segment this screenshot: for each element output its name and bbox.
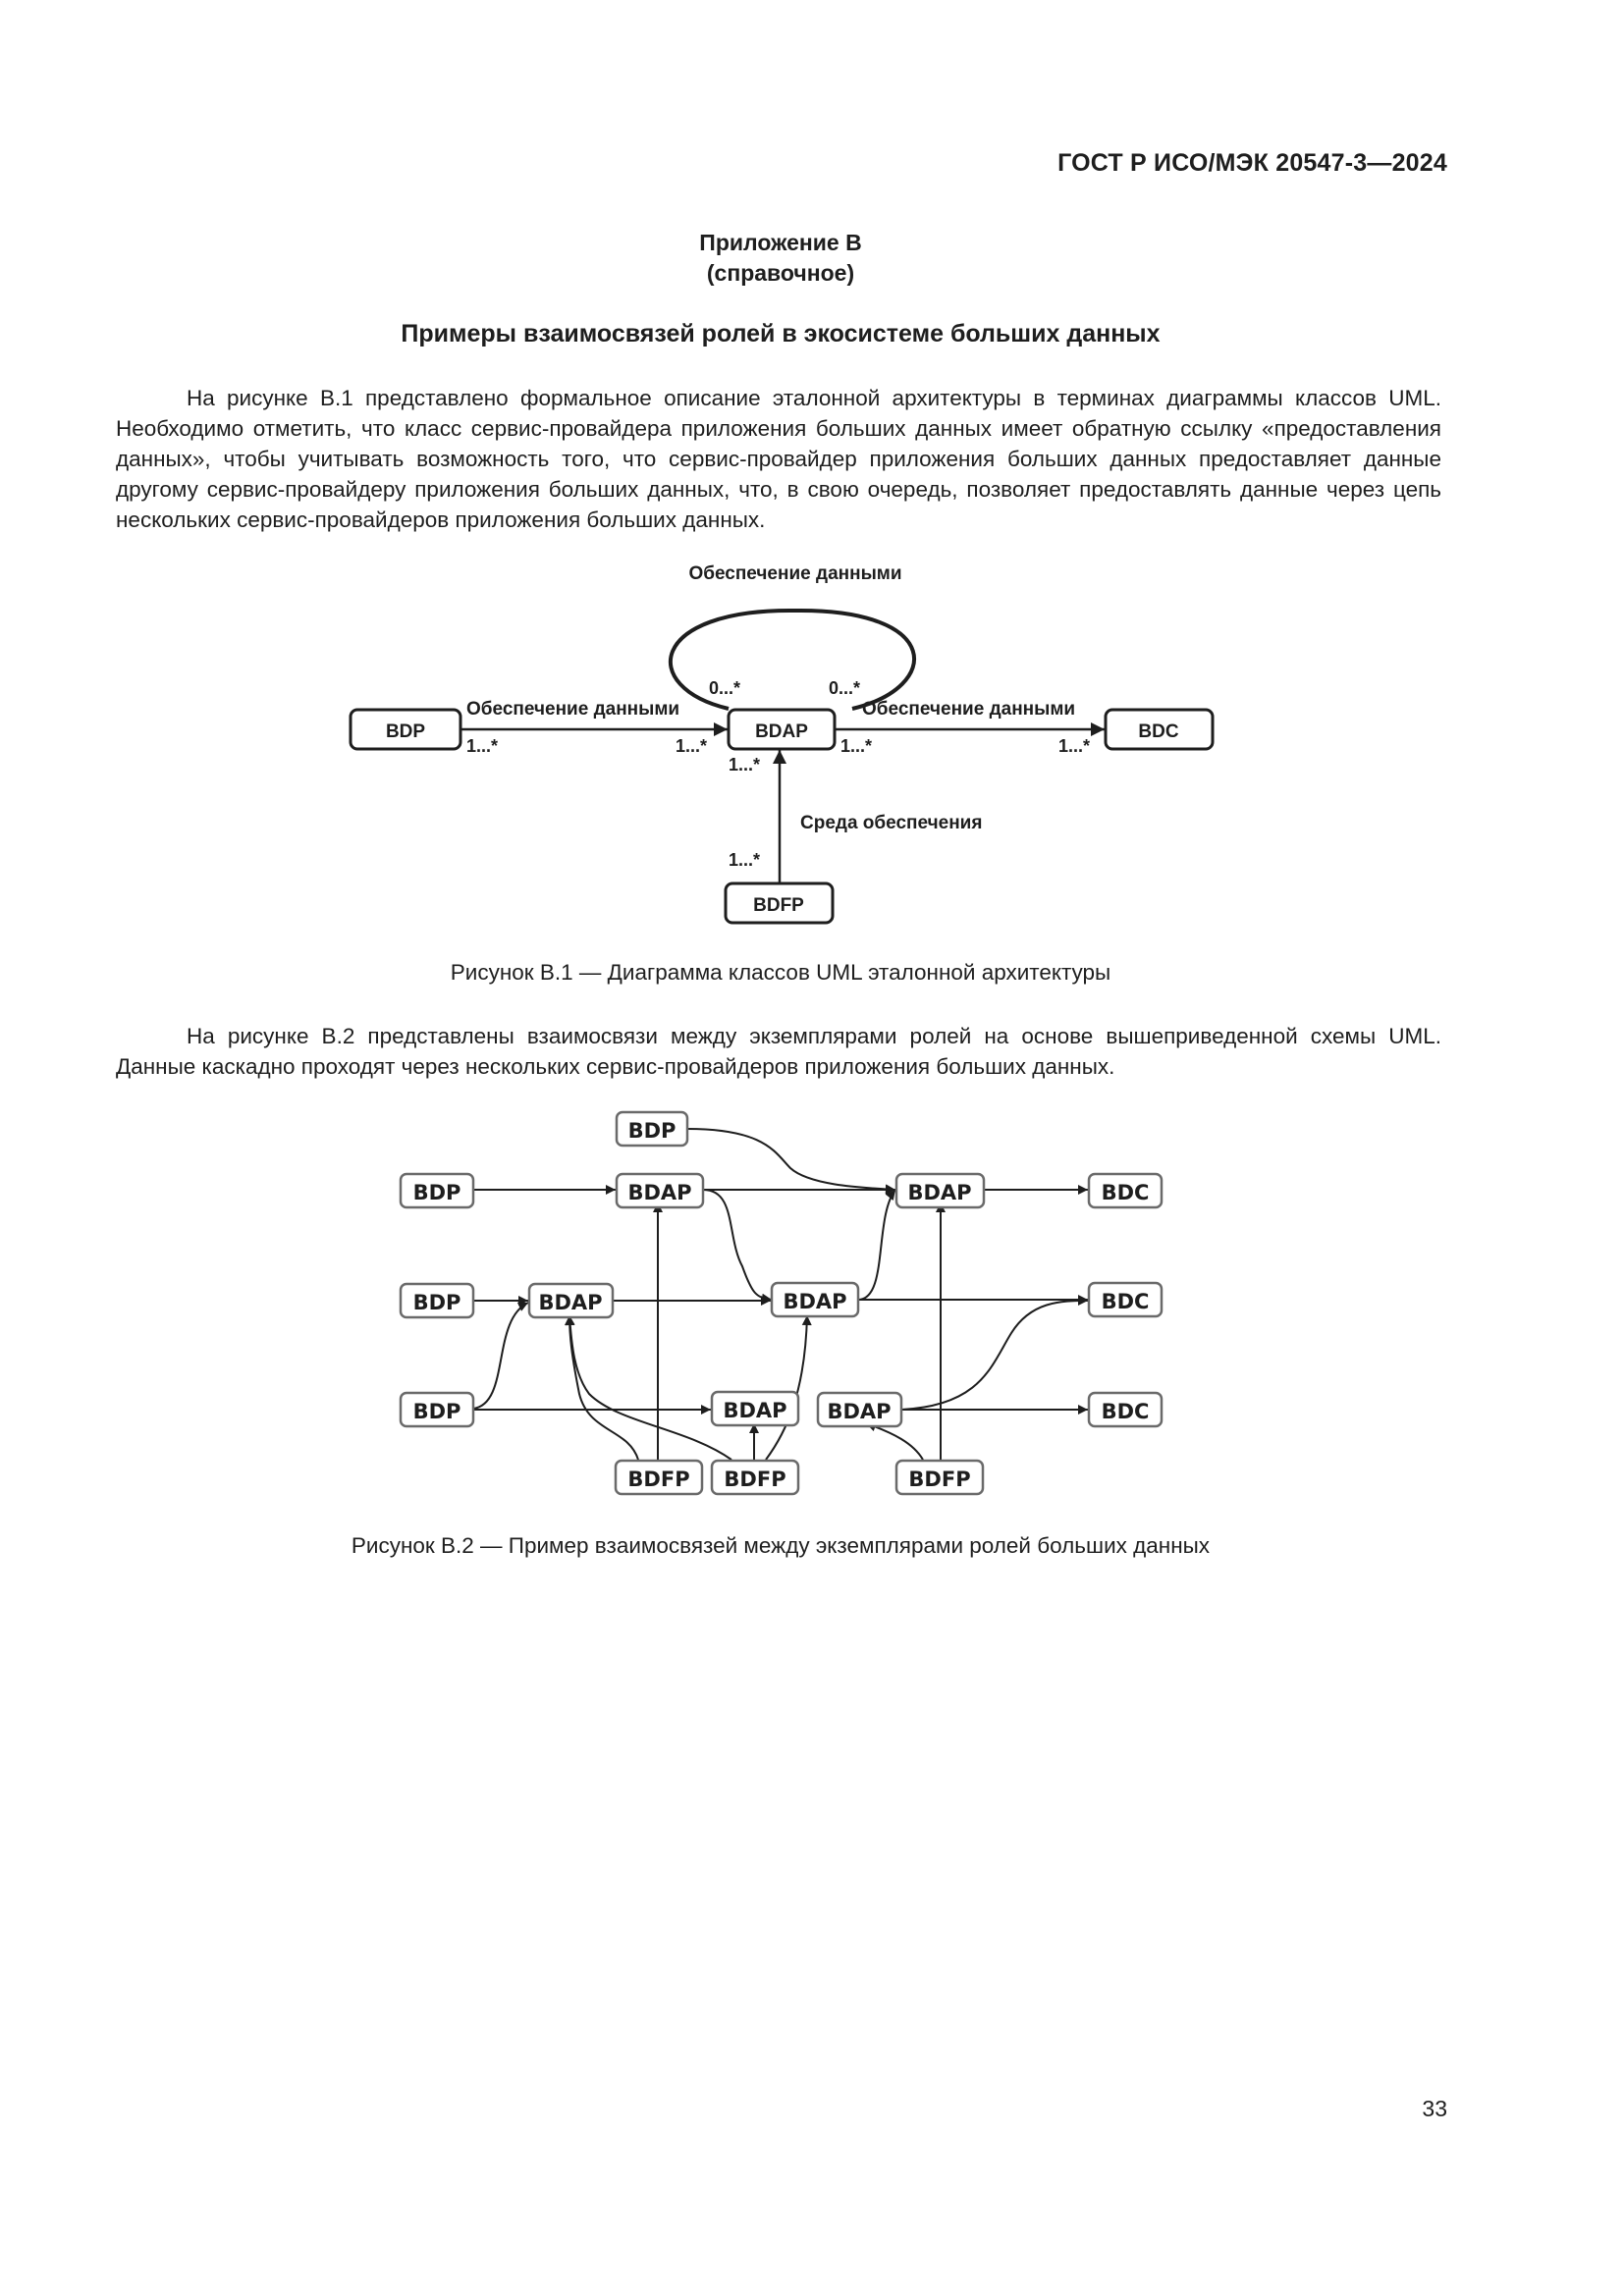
fig2-label-bdc-r2: BDC [1101,1290,1150,1313]
fig2-node-bdfp-2 [712,1461,798,1494]
fig1-left-edge-label: Обеспечение данными [466,699,680,720]
fig1-node-bdc-label: BDC [1138,721,1179,742]
fig2-label-bdp-row1: BDP [412,1181,461,1204]
fig1-mult-bdap-in-left: 1...* [675,736,707,756]
fig1-node-bdap-label: BDAP [755,721,808,742]
fig2-node-bdap-r1b [896,1174,984,1207]
standard-code: ГОСТ Р ИСО/МЭК 20547-3—2024 [1057,149,1447,177]
fig2-node-bdc-r3 [1089,1393,1162,1426]
fig1-node-bdfp-label: BDFP [753,895,804,916]
fig2-label-bdp-top: BDP [627,1119,677,1143]
fig2-node-bdc-r1 [1089,1174,1162,1207]
fig2-node-bdc-r2 [1089,1283,1162,1316]
fig2-label-bdfp-3: BDFP [908,1468,971,1491]
fig1-mult-loop-right: 0...* [828,678,861,698]
fig1-vertical-edge-label: Среда обеспечения [800,813,983,833]
fig2-label-bdp-row2: BDP [412,1291,461,1314]
fig1-mult-bdap-out-right: 1...* [840,736,873,756]
fig2-node-bdap-r3b [818,1393,901,1426]
paragraph-1: На рисунке В.1 представлено формальное описание эталонной архитектуры в терминах диаграммы классов UML. Необходимо отметить, что класс сервис-провайдера приложения больших данных имеет обратную ссылку «предоставления данных», чтобы учитывать возможность того, что сервис-провайдер приложения больших данных предоставляет данные другому сервис-провайдеру приложения больших данных, что, в свою очередь, позволяет предоставлять данные через цепь нескольких сервис-провайдеров приложения больших данных. [116,386,1441,532]
section-title: Примеры взаимосвязей ролей в экосистеме больших данных [401,320,1161,347]
fig2-node-bdp-row2 [401,1284,473,1317]
fig2-label-bdap-r1a: BDAP [627,1181,692,1204]
appendix-subtitle: (справочное) [706,260,855,286]
fig1-loop-label: Обеспечение данными [688,563,902,584]
fig2-label-bdp-row3: BDP [412,1400,461,1423]
fig1-mult-bdap-bottom: 1...* [729,755,761,774]
fig2-node-bdap-r2a [529,1284,613,1317]
fig2-label-bdap-r2b: BDAP [783,1290,847,1313]
fig2-label-bdap-r3b: BDAP [827,1400,892,1423]
fig1-right-edge-label: Обеспечение данными [862,699,1076,720]
fig2-label-bdap-r1b: BDAP [907,1181,972,1204]
fig1-node-bdp-label: BDP [385,721,426,742]
fig1-mult-bdp-out: 1...* [466,736,499,756]
figure-1-caption: Рисунок В.1 — Диаграмма классов UML эталонной архитектуры [450,960,1111,985]
fig2-label-bdc-r1: BDC [1101,1181,1150,1204]
fig2-label-bdap-r2a: BDAP [538,1291,603,1314]
fig2-node-bdp-top [617,1112,687,1146]
fig2-node-bdfp-1 [616,1461,702,1494]
fig2-node-bdp-row1 [401,1174,473,1207]
fig2-label-bdc-r3: BDC [1101,1400,1150,1423]
fig2-label-bdap-r3a: BDAP [723,1399,787,1422]
figure-2-caption: Рисунок В.2 — Пример взаимосвязей между экземплярами ролей больших данных [351,1533,1211,1558]
page-number: 33 [1422,2096,1447,2121]
fig1-mult-bdc-in: 1...* [1057,736,1090,756]
fig2-node-bdp-row3 [401,1393,473,1426]
fig2-label-bdfp-2: BDFP [724,1468,786,1491]
paragraph-2: На рисунке В.2 представлены взаимосвязи между экземплярами ролей на основе вышеприведенной схемы UML. Данные каскадно проходят через нескольких сервис-провайдеров приложения больших данных. [116,1024,1441,1079]
fig2-label-bdfp-1: BDFP [627,1468,690,1491]
fig2-node-bdap-r3a [712,1392,798,1425]
fig1-mult-bdfp-top: 1...* [729,850,761,870]
fig2-node-bdap-r1a [617,1174,703,1207]
fig1-mult-loop-left: 0...* [708,678,741,698]
fig2-node-bdap-r2b [772,1283,858,1316]
fig2-node-bdfp-3 [896,1461,983,1494]
appendix-title: Приложение В [699,230,862,255]
